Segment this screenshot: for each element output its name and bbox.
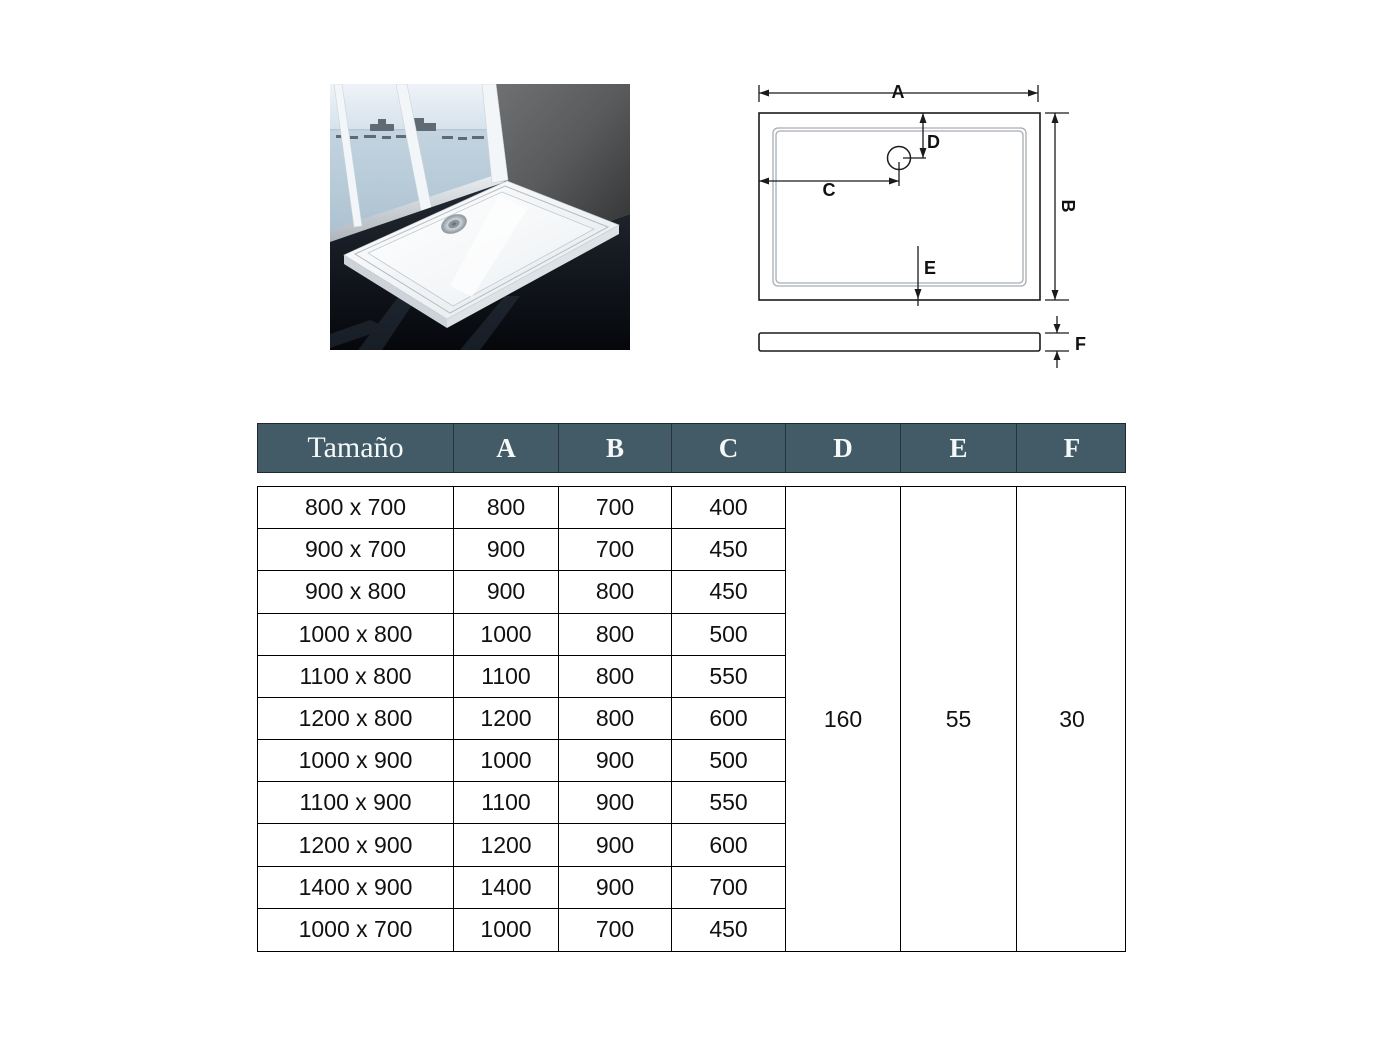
dimension-diagram (700, 60, 1130, 400)
table-cell-size: 1400 x 900 (258, 867, 454, 909)
dim-label-c: C (822, 180, 836, 200)
table-cell-b: 800 (559, 571, 672, 613)
table-cell-c: 600 (672, 698, 786, 740)
table-cell-c: 450 (672, 909, 786, 951)
product-photo (330, 84, 630, 350)
table-cell-b: 700 (559, 487, 672, 529)
table-cell-a: 1400 (454, 867, 559, 909)
table-cell-a: 1000 (454, 740, 559, 782)
table-cell-b: 900 (559, 867, 672, 909)
table-cell-b: 800 (559, 656, 672, 698)
table-cell-size: 1100 x 800 (258, 656, 454, 698)
table-cell-b: 900 (559, 782, 672, 824)
header-e: E (901, 424, 1017, 472)
table-cell-b: 800 (559, 698, 672, 740)
size-table-body (257, 486, 1126, 952)
header-tamano: Tamaño (258, 424, 454, 472)
table-cell-a: 1100 (454, 656, 559, 698)
table-cell-a: 1100 (454, 782, 559, 824)
table-cell-a: 900 (454, 571, 559, 613)
table-cell-size: 1200 x 800 (258, 698, 454, 740)
table-cell-a: 800 (454, 487, 559, 529)
product-photo-art (330, 84, 630, 350)
table-cell-size: 900 x 800 (258, 571, 454, 613)
table-cell-b: 900 (559, 740, 672, 782)
dimension-diagram-art (700, 60, 1130, 400)
header-c: C (672, 424, 786, 472)
merged-cell-d: 160 (786, 487, 901, 951)
table-cell-a: 1000 (454, 909, 559, 951)
table-cell-c: 600 (672, 824, 786, 866)
dimension-arrowheads (759, 90, 1061, 361)
table-cell-size: 1100 x 900 (258, 782, 454, 824)
table-cell-a: 1200 (454, 824, 559, 866)
dim-label-f: F (1075, 334, 1086, 354)
header-d: D (786, 424, 901, 472)
tray-outline-side-view (759, 333, 1040, 351)
table-cell-c: 550 (672, 656, 786, 698)
table-cell-a: 1000 (454, 614, 559, 656)
header-b: B (559, 424, 672, 472)
table-cell-size: 1000 x 700 (258, 909, 454, 951)
header-a: A (454, 424, 559, 472)
table-cell-c: 450 (672, 529, 786, 571)
table-cell-c: 700 (672, 867, 786, 909)
dim-label-d: D (927, 132, 940, 152)
table-cell-a: 900 (454, 529, 559, 571)
table-cell-c: 500 (672, 740, 786, 782)
table-cell-c: 500 (672, 614, 786, 656)
tray-inner-rim (773, 128, 1026, 286)
table-cell-c: 450 (672, 571, 786, 613)
table-cell-b: 700 (559, 529, 672, 571)
table-cell-size: 1000 x 900 (258, 740, 454, 782)
tray-outline-top-view (759, 113, 1040, 300)
table-cell-size: 800 x 700 (258, 487, 454, 529)
header-f: F (1063, 432, 1081, 463)
merged-cell-e: 55 (901, 487, 1017, 951)
table-cell-c: 400 (672, 487, 786, 529)
table-cell-size: 900 x 700 (258, 529, 454, 571)
dim-label-a: A (891, 82, 905, 102)
dim-label-b: B (1058, 199, 1078, 213)
table-cell-b: 800 (559, 614, 672, 656)
dim-label-e: E (924, 258, 937, 278)
table-cell-b: 900 (559, 824, 672, 866)
size-table-header (257, 423, 1126, 473)
table-cell-size: 1200 x 900 (258, 824, 454, 866)
merged-cell-f: 30 (1059, 705, 1085, 732)
table-cell-b: 700 (559, 909, 672, 951)
table-cell-c: 550 (672, 782, 786, 824)
table-cell-size: 1000 x 800 (258, 614, 454, 656)
table-cell-a: 1200 (454, 698, 559, 740)
